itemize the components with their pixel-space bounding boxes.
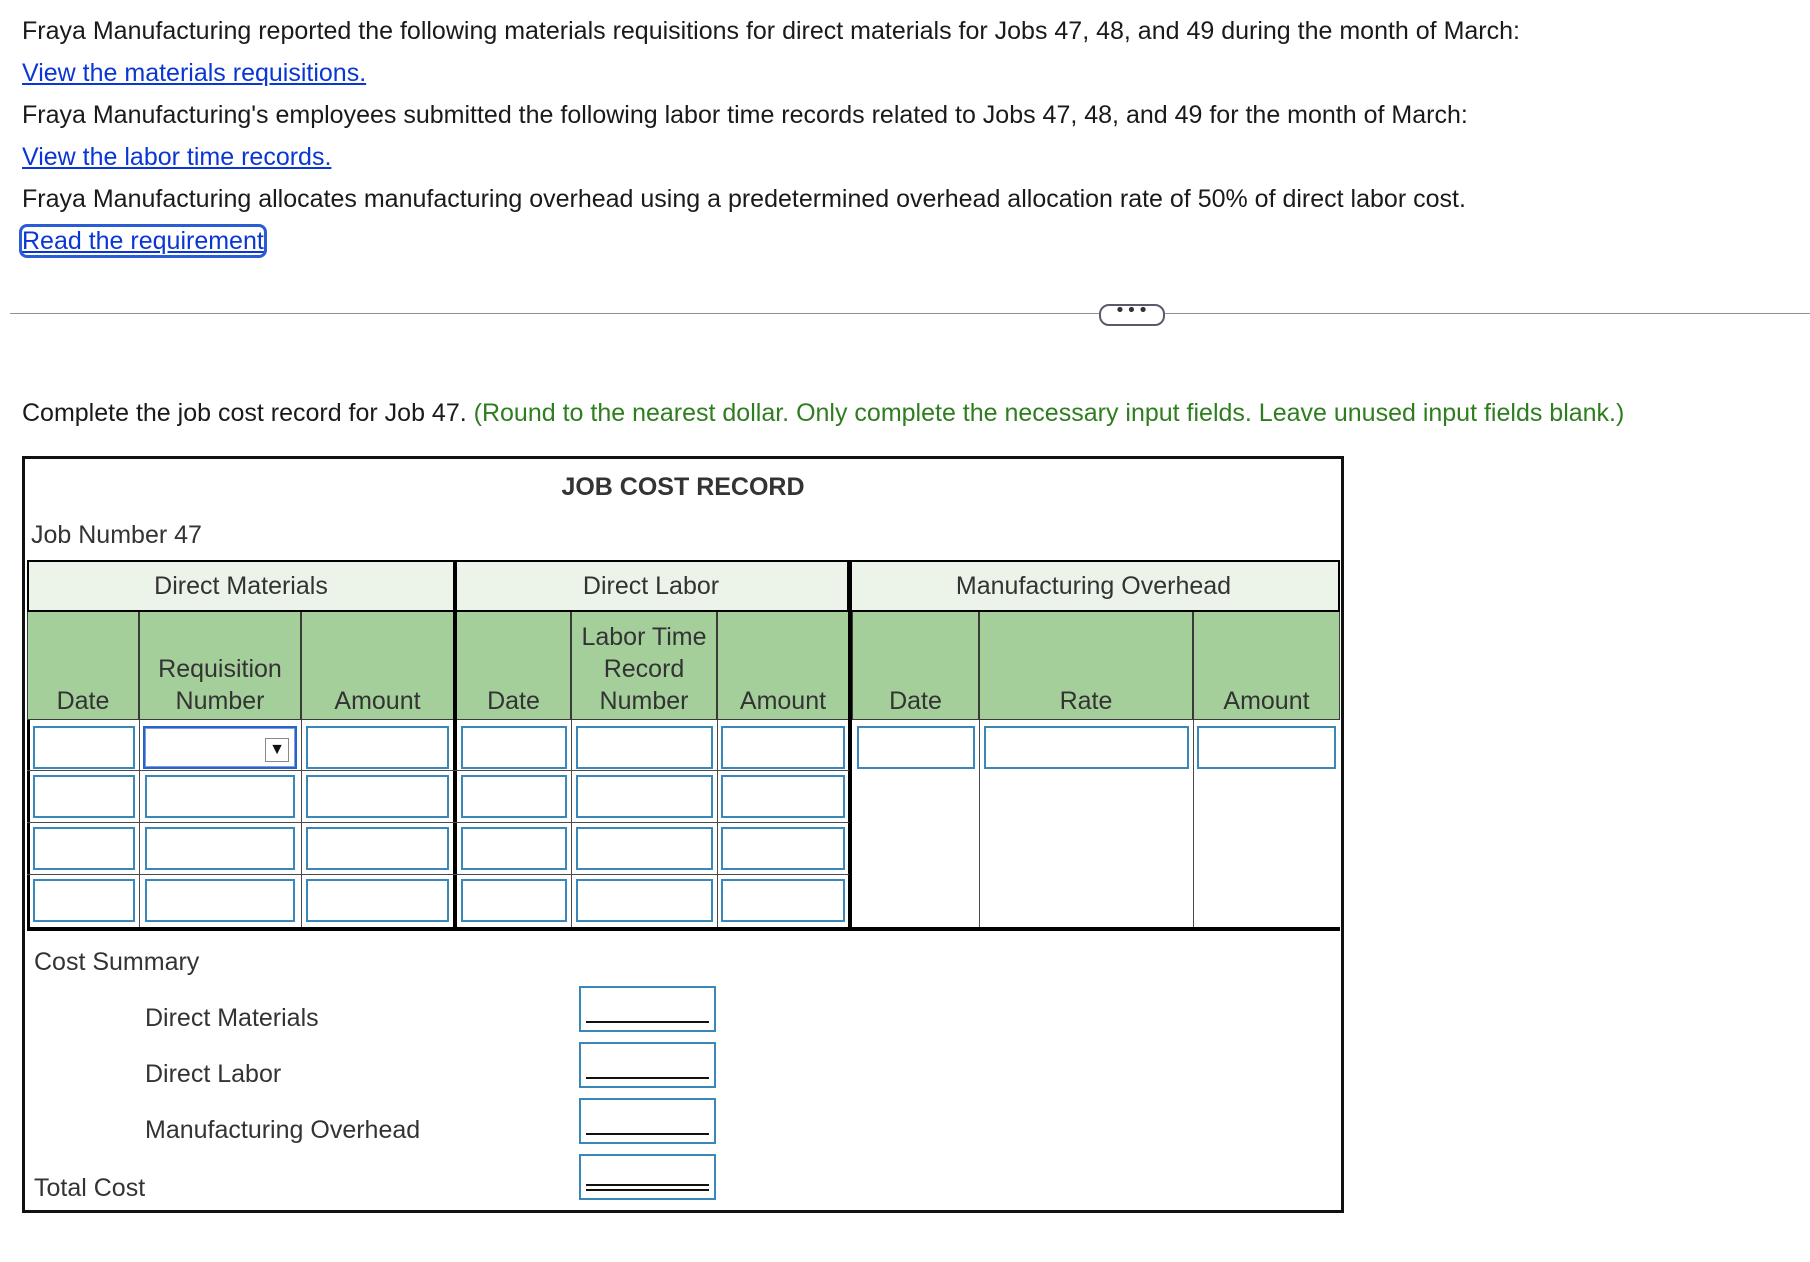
dm-requisition-input[interactable] [145,827,295,870]
underline [586,1077,709,1079]
summary-direct-materials-input[interactable] [579,986,716,1032]
direct-labor-header: Direct Labor [453,560,849,612]
grid-line [27,927,1340,931]
dl-date-input[interactable] [461,827,567,870]
intro-line-materials: Fraya Manufacturing reported the following materials requisitions for direct materials for Jobs 47, 48, and 49 during the month of March: [22,17,1520,45]
dropdown-arrow-icon[interactable]: ▼ [265,738,289,762]
dm-date-input[interactable] [33,879,135,922]
grid-line [27,874,849,875]
dl-date-input[interactable] [461,879,567,922]
dl-amount-header: Amount [717,612,849,720]
dm-requisition-dropdown[interactable] [143,726,297,769]
dm-requisition-input[interactable] [145,775,295,818]
section-divider [10,313,1810,314]
direct-materials-header: Direct Materials [27,560,455,612]
grid-line [848,560,852,931]
summary-direct-materials-label: Direct Materials [145,1004,319,1032]
grid-line [453,560,457,931]
dm-amount-input[interactable] [306,726,449,769]
dl-date-header: Date [456,612,571,720]
underline [586,1133,709,1135]
view-materials-requisitions-link[interactable]: View the materials requisitions. [22,59,367,87]
summary-overhead-label: Manufacturing Overhead [145,1116,421,1144]
cost-summary-title: Cost Summary [34,948,200,976]
underline [586,1021,709,1023]
grid-line [1193,720,1194,928]
dl-amount-input[interactable] [721,879,845,922]
mo-rate-input[interactable] [984,726,1189,769]
intro-line-overhead: Fraya Manufacturing allocates manufacturing overhead using a predetermined overhead allocation rate of 50% of direct labor cost. [22,185,1466,213]
mo-date-header: Date [852,612,979,720]
problem-intro [22,14,1520,266]
dl-ltr-input[interactable] [576,726,713,769]
job-cost-record [22,456,1344,1213]
dm-date-input[interactable] [33,775,135,818]
grid-line [27,822,849,823]
expand-more-button[interactable]: ••• [1099,304,1165,326]
grid-line [27,770,849,771]
dl-amount-input[interactable] [721,827,845,870]
grid-line [717,720,718,928]
dl-date-input[interactable] [461,775,567,818]
dl-labor-time-record-header: Labor Time Record Number [571,612,717,720]
dm-requisition-input[interactable] [145,879,295,922]
record-title: JOB COST RECORD [561,473,805,501]
dl-ltr-input[interactable] [576,827,713,870]
job-cost-grid [27,560,1340,931]
view-labor-time-records-link[interactable]: View the labor time records. [22,143,332,171]
grid-line [979,720,980,928]
mo-amount-input[interactable] [1197,726,1336,769]
instruction-main: Complete the job cost record for Job 47. [22,399,467,427]
mo-rate-header: Rate [979,612,1193,720]
double-underline [586,1184,709,1186]
grid-line [27,720,30,928]
dl-date-input[interactable] [461,726,567,769]
dm-amount-input[interactable] [306,827,449,870]
dm-date-header: Date [27,612,139,720]
instruction [22,396,1624,430]
manufacturing-overhead-header: Manufacturing Overhead [847,560,1340,612]
double-underline [586,1189,709,1191]
intro-line-labor: Fraya Manufacturing's employees submitted the following labor time records related to Jobs 47, 48, and 49 for the month of March: [22,101,1468,129]
grid-line [301,720,302,928]
dm-amount-header: Amount [301,612,454,720]
total-cost-label: Total Cost [34,1174,146,1202]
summary-overhead-input[interactable] [579,1098,716,1144]
dm-date-input[interactable] [33,726,135,769]
dl-ltr-input[interactable] [576,775,713,818]
dm-date-input[interactable] [33,827,135,870]
dm-requisition-header: Requisition Number [139,612,301,720]
mo-date-input[interactable] [857,726,975,769]
mo-amount-header: Amount [1193,612,1340,720]
grid-line [571,720,572,928]
summary-direct-labor-label: Direct Labor [145,1060,282,1088]
summary-direct-labor-input[interactable] [579,1042,716,1088]
total-cost-input[interactable] [579,1154,716,1200]
job-number: Job Number 47 [31,521,202,549]
read-requirement-link[interactable]: Read the requirement [22,227,264,255]
dl-amount-input[interactable] [721,726,845,769]
dm-amount-input[interactable] [306,775,449,818]
dl-amount-input[interactable] [721,775,845,818]
grid-line [139,720,140,928]
instruction-note: (Round to the nearest dollar. Only complete the necessary input fields. Leave unused input fields blank.) [473,399,1625,427]
dl-ltr-input[interactable] [576,879,713,922]
dm-amount-input[interactable] [306,879,449,922]
